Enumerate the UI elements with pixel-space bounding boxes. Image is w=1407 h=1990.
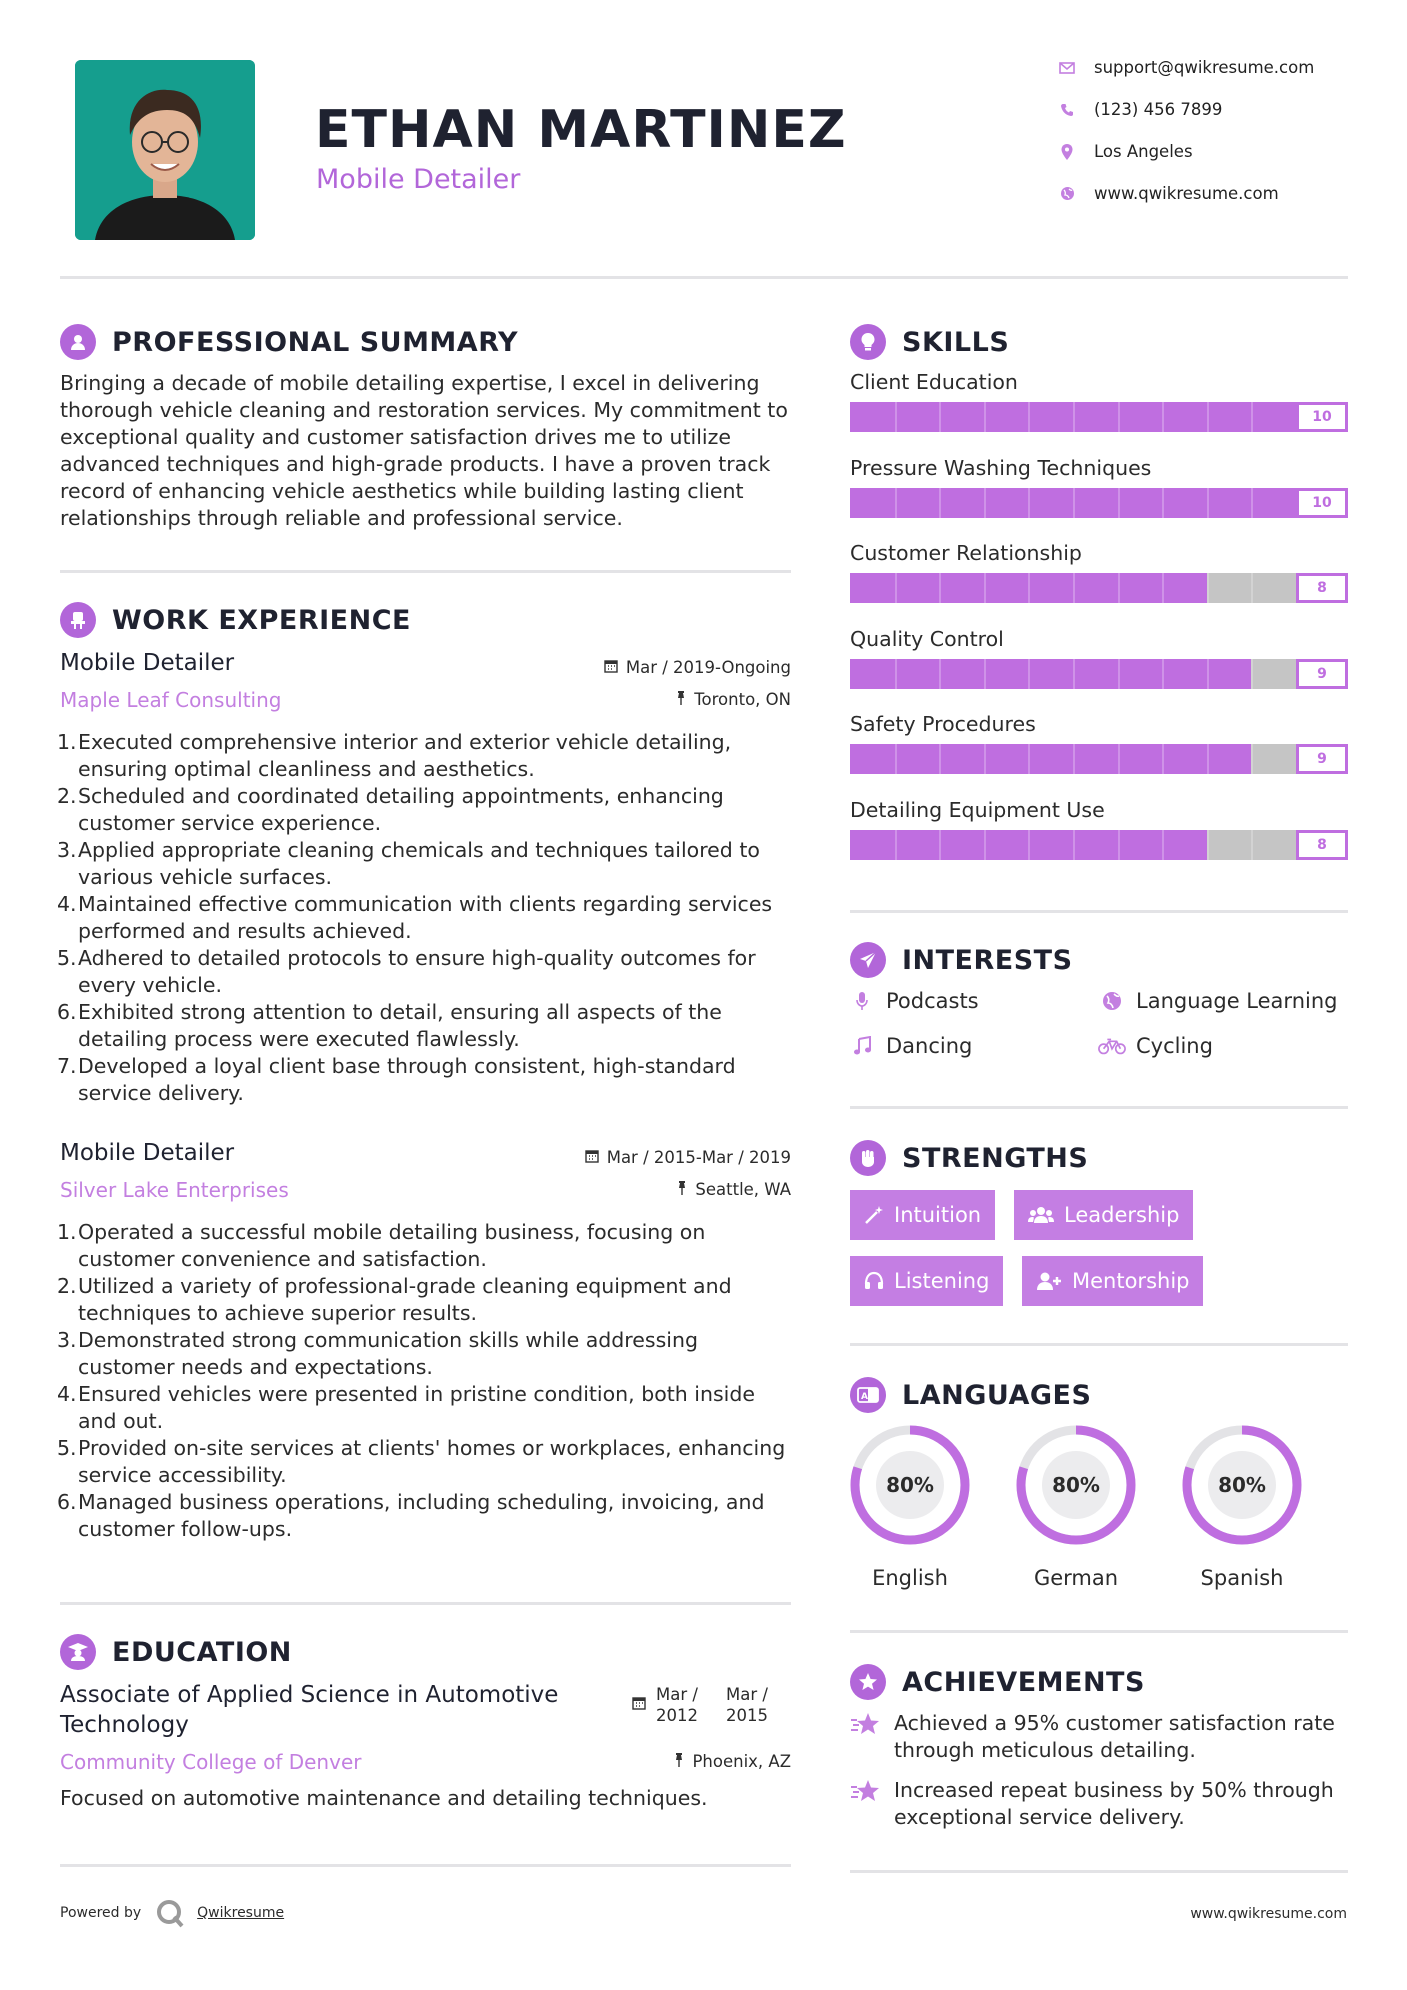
- calendar-icon: [585, 1148, 599, 1167]
- skill-bar-segment: [895, 830, 897, 860]
- duty-item: 1. Executed comprehensive interior and exterior vehicle detailing, ensuring optimal cleanliness and aesthetics.: [57, 730, 732, 781]
- duty-item: 6. Exhibited strong attention to detail, ensuring all aspects of the detailing process were executed flawlessly.: [57, 1000, 722, 1051]
- globe-icon: [1098, 991, 1126, 1011]
- achievement-text: Increased repeat business by 50% through exceptional service delivery.: [894, 1778, 1334, 1829]
- skill-bar-segment: [1028, 488, 1030, 518]
- contact-email-text: support@qwikresume.com: [1094, 58, 1315, 77]
- chair-icon: [60, 602, 96, 638]
- interest-label: Dancing: [886, 1034, 973, 1058]
- skill-bar-segment: [1118, 744, 1120, 774]
- skill-bar-segment: [984, 402, 986, 432]
- education-location-text: Phoenix, AZ: [692, 1752, 791, 1771]
- achievements-divider: [850, 1870, 1348, 1873]
- user-icon: [60, 324, 96, 360]
- strength-chip: [1022, 1256, 1203, 1306]
- skill-bar-segment: [1118, 488, 1120, 518]
- skill-bar-segment: [1118, 573, 1120, 603]
- skill-level-badge: 10: [1296, 402, 1348, 432]
- contact-website-text: www.qwikresume.com: [1094, 184, 1279, 203]
- job-duties: [57, 729, 800, 1107]
- skill-bar-segment: [939, 830, 941, 860]
- job-duties: [57, 1219, 800, 1543]
- skill-bar-segment: [984, 830, 986, 860]
- languages-list: [830, 1424, 1350, 1594]
- map-pin-icon: [1050, 144, 1084, 160]
- skills-heading: [850, 324, 1009, 360]
- language-name: English: [872, 1566, 948, 1590]
- skill-bar: [850, 659, 1348, 689]
- skill-level-badge: 8: [1296, 573, 1348, 603]
- skill-bar-segment: [1073, 744, 1075, 774]
- strength-label: Mentorship: [1072, 1269, 1190, 1293]
- skill-bar-segment: [1073, 488, 1075, 518]
- strengths-heading-text: STRENGTHS: [902, 1142, 1089, 1174]
- skill-level-badge: 8: [1296, 830, 1348, 860]
- strength-label: Listening: [894, 1269, 990, 1293]
- skill-bar-segment: [895, 573, 897, 603]
- interest-item: [848, 1034, 972, 1058]
- language-ring: [1162, 1424, 1322, 1548]
- duty-item: 3. Applied appropriate cleaning chemicals and techniques tailored to various vehicle surfaces.: [57, 838, 760, 889]
- skill-bar-segment: [1207, 573, 1209, 603]
- strength-chip: [850, 1256, 1003, 1306]
- skill-bar-segment: [1207, 830, 1209, 860]
- job-dates: [500, 658, 791, 677]
- skill-level-badge: 9: [1296, 744, 1348, 774]
- interests-heading-text: INTERESTS: [902, 944, 1073, 976]
- language-name: German: [1033, 1566, 1119, 1590]
- powered-by-text: Powered by: [60, 1905, 142, 1921]
- duty-item: 2. Utilized a variety of professional-grade cleaning equipment and techniques to achieve superior results.: [57, 1274, 732, 1325]
- skill-item: [850, 541, 1348, 603]
- skill-bar-segment: [939, 744, 941, 774]
- achievement-item: [850, 1710, 1348, 1764]
- education-dates: [632, 1684, 776, 1726]
- lightbulb-icon: [850, 324, 886, 360]
- job-dates: [500, 1148, 791, 1167]
- skill-bar: [850, 573, 1348, 603]
- candidate-name: ETHAN MARTINEZ: [315, 100, 847, 160]
- job-location-text: Toronto, ON: [694, 690, 791, 709]
- skill-bar-segment: [1251, 488, 1253, 518]
- interest-item: [1098, 1034, 1213, 1058]
- skill-bar-segment: [1118, 659, 1120, 689]
- music-note-icon: [848, 1036, 876, 1056]
- interests-heading: [850, 942, 1073, 978]
- skill-name: Detailing Equipment Use: [850, 797, 1105, 822]
- languages-heading-text: LANGUAGES: [902, 1379, 1092, 1411]
- achievements-heading: [850, 1664, 1145, 1700]
- duty-item: 3. Demonstrated strong communication skills while addressing customer needs and expectations.: [57, 1328, 698, 1379]
- star-icon: [850, 1710, 882, 1764]
- skill-bar-segment: [984, 744, 986, 774]
- duty-item: 4. Ensured vehicles were presented in pristine condition, both inside and out.: [57, 1382, 755, 1433]
- duty-item: 5. Provided on-site services at clients' homes or workplaces, enhancing service accessibility.: [57, 1436, 786, 1487]
- contact-website[interactable]: [1050, 184, 1279, 203]
- skill-name: Safety Procedures: [850, 712, 1036, 736]
- skill-bar-segment: [984, 659, 986, 689]
- interests-divider: [850, 1106, 1348, 1109]
- contact-location: [1050, 142, 1193, 161]
- school-name: Community College of Denver: [60, 1750, 362, 1774]
- footer-website[interactable]: www.qwikresume.com: [1190, 1906, 1347, 1922]
- skill-bar-segment: [895, 488, 897, 518]
- skill-bar-segment: [1162, 402, 1164, 432]
- skill-bar-segment: [1028, 659, 1030, 689]
- education-description: Focused on automotive maintenance and detailing techniques.: [60, 1786, 708, 1810]
- education-heading-text: EDUCATION: [112, 1636, 292, 1668]
- interest-label: Podcasts: [886, 989, 979, 1013]
- skill-name: Pressure Washing Techniques: [850, 455, 1152, 480]
- skill-bar-segment: [1251, 744, 1253, 774]
- language-percent-label: 80%: [1052, 1473, 1100, 1497]
- skill-bar-segment: [939, 573, 941, 603]
- skill-item: [850, 712, 1348, 774]
- fist-icon: [850, 1140, 886, 1176]
- job-title: Mobile Detailer: [60, 1140, 235, 1166]
- language-percent-label: 80%: [1218, 1473, 1266, 1497]
- skill-bar-segment: [1251, 402, 1253, 432]
- duty-item: 6. Managed business operations, including scheduling, invoicing, and customer follow-ups.: [57, 1490, 765, 1541]
- job-company: Silver Lake Enterprises: [60, 1178, 289, 1202]
- candidate-role: Mobile Detailer: [316, 164, 521, 195]
- skills-heading-text: SKILLS: [902, 326, 1010, 358]
- skill-item: [850, 627, 1348, 689]
- skill-bar-segment: [1162, 488, 1164, 518]
- language-percent-label: 80%: [886, 1473, 934, 1497]
- skill-bar-segment: [1073, 830, 1075, 860]
- education-end: Mar / 2015: [726, 1685, 768, 1725]
- education-heading: [60, 1634, 292, 1670]
- duty-item: 4. Maintained effective communication with clients regarding services performed and results achieved.: [57, 892, 773, 943]
- calendar-icon: [604, 658, 618, 677]
- graduate-icon: [60, 1634, 96, 1670]
- strength-label: Intuition: [894, 1203, 982, 1227]
- skill-bar-segment: [1073, 402, 1075, 432]
- job-location-text: Seattle, WA: [695, 1180, 791, 1199]
- duty-item: 2. Scheduled and coordinated detailing appointments, enhancing customer service experience.: [57, 784, 724, 835]
- strength-label: Leadership: [1064, 1203, 1180, 1227]
- contact-location-text: Los Angeles: [1094, 142, 1193, 161]
- work-heading-text: WORK EXPERIENCE: [112, 604, 411, 636]
- users-icon: [1028, 1205, 1054, 1225]
- skill-bar-segment: [1162, 830, 1164, 860]
- interest-item: [848, 989, 979, 1013]
- work-divider: [60, 1602, 791, 1605]
- skill-bar-segment: [939, 659, 941, 689]
- duty-item: 1. Operated a successful mobile detailing business, focusing on customer convenience and satisfaction.: [57, 1220, 706, 1271]
- summary-heading-text: PROFESSIONAL SUMMARY: [112, 326, 519, 358]
- profile-photo: [75, 60, 255, 240]
- skill-name: Customer Relationship: [850, 541, 1082, 565]
- star-icon: [850, 1777, 882, 1831]
- interest-label: Cycling: [1136, 1034, 1213, 1058]
- strength-chip: [1014, 1190, 1193, 1240]
- headphones-icon: [864, 1271, 884, 1291]
- skill-bar-segment: [1073, 573, 1075, 603]
- job-dates-text: Mar / 2019-Ongoing: [625, 658, 791, 677]
- skill-bar-segment: [1251, 830, 1253, 860]
- contact-phone[interactable]: [1050, 100, 1222, 119]
- achievement-text: Achieved a 95% customer satisfaction rate through meticulous detailing.: [894, 1711, 1335, 1762]
- education-divider: [60, 1864, 791, 1867]
- skill-bar-segment: [1207, 659, 1209, 689]
- pin-icon: [677, 1180, 687, 1199]
- paper-plane-icon: [850, 942, 886, 978]
- skill-bar-segment: [1118, 402, 1120, 432]
- job-title: Mobile Detailer: [60, 650, 235, 676]
- calendar-icon: [632, 1684, 646, 1726]
- skill-bar-segment: [1162, 659, 1164, 689]
- skill-bar-segment: [895, 659, 897, 689]
- achievements-heading-text: ACHIEVEMENTS: [902, 1666, 1145, 1698]
- skill-bar-segment: [1251, 573, 1253, 603]
- contact-phone-text: (123) 456 7899: [1094, 100, 1223, 119]
- contact-email[interactable]: [1050, 58, 1314, 77]
- skill-bar-segment: [1207, 744, 1209, 774]
- skill-bar-segment: [1028, 830, 1030, 860]
- header-divider: [60, 276, 1348, 279]
- languages-heading: [850, 1377, 1091, 1413]
- globe-icon: [1050, 186, 1084, 201]
- skill-bar-segment: [1028, 402, 1030, 432]
- duty-item: 7. Developed a loyal client base through consistent, high-standard service delivery.: [57, 1054, 736, 1105]
- qwikresume-logo-icon: [155, 1898, 185, 1928]
- bicycle-icon: [1098, 1037, 1126, 1055]
- summary-heading: [60, 324, 518, 360]
- footer-powered-by: [60, 1898, 284, 1928]
- language-item: [996, 1424, 1156, 1590]
- skill-level-badge: 10: [1296, 488, 1348, 518]
- summary-text: Bringing a decade of mobile detailing expertise, I excel in delivering thorough vehicle cleaning and restoration services. My commitment to exceptional quality and customer satisfaction drives me to utilize advanced techniques and high-grade products. I have a proven track record of enhancing vehicle aesthetics while building lasting client relationships through reliable and professional service.: [60, 371, 788, 530]
- strengths-heading: [850, 1140, 1088, 1176]
- skill-bar: [850, 830, 1348, 860]
- svg-text:A: A: [861, 1392, 869, 1402]
- education-location: [500, 1752, 791, 1771]
- skill-bar-segment: [1251, 659, 1253, 689]
- job-company: Maple Leaf Consulting: [60, 688, 282, 712]
- skill-level-badge: 9: [1296, 659, 1348, 689]
- skill-bar-segment: [1207, 488, 1209, 518]
- education-start: Mar / 2012: [656, 1685, 698, 1725]
- star-badge-icon: [850, 1664, 886, 1700]
- skill-bar-segment: [939, 402, 941, 432]
- skill-item: [850, 798, 1348, 860]
- skill-bar-segment: [895, 744, 897, 774]
- job-location: [500, 690, 791, 709]
- magic-wand-icon: [864, 1205, 884, 1225]
- languages-divider: [850, 1630, 1348, 1633]
- skill-bar: [850, 488, 1348, 518]
- degree-line-1: Associate of Applied Science in Automotive: [60, 1682, 559, 1708]
- skill-bar-segment: [984, 488, 986, 518]
- interest-item: [1098, 989, 1337, 1013]
- skill-name: Client Education: [850, 370, 1018, 394]
- skill-bar-fill: [850, 659, 1251, 689]
- strength-chip: [850, 1190, 995, 1240]
- skill-bar: [850, 744, 1348, 774]
- phone-icon: [1050, 103, 1084, 117]
- language-name: Spanish: [1200, 1566, 1284, 1590]
- job-location: [500, 1180, 791, 1199]
- skill-bar-segment: [1118, 830, 1120, 860]
- skill-bar-segment: [1028, 573, 1030, 603]
- microphone-icon: [848, 991, 876, 1011]
- skill-bar-segment: [895, 402, 897, 432]
- language-item: [1162, 1424, 1322, 1590]
- job-dates-text: Mar / 2015-Mar / 2019: [606, 1148, 791, 1167]
- work-heading: [60, 602, 411, 638]
- skill-bar-segment: [939, 488, 941, 518]
- skill-item: [850, 456, 1348, 518]
- user-plus-icon: [1036, 1271, 1062, 1291]
- skill-bar-segment: [1162, 573, 1164, 603]
- skill-name: Quality Control: [850, 626, 1004, 651]
- skill-bar-segment: [1207, 402, 1209, 432]
- skill-bar: [850, 402, 1348, 432]
- language-ring: [996, 1424, 1156, 1548]
- duty-item: 5. Adhered to detailed protocols to ensure high-quality outcomes for every vehicle.: [57, 946, 756, 997]
- skill-bar-segment: [1162, 744, 1164, 774]
- skills-divider: [850, 910, 1348, 913]
- interest-label: Language Learning: [1136, 989, 1338, 1013]
- pin-icon: [674, 1752, 684, 1771]
- envelope-icon: [1050, 62, 1084, 74]
- strengths-divider: [850, 1343, 1348, 1346]
- skill-bar-fill: [850, 744, 1251, 774]
- summary-divider: [60, 570, 791, 573]
- skill-bar-segment: [984, 573, 986, 603]
- achievement-item: [850, 1777, 1348, 1831]
- language-ring: [830, 1424, 990, 1548]
- language-item: [830, 1424, 990, 1590]
- skill-item: [850, 370, 1348, 432]
- degree-title: [60, 1680, 620, 1740]
- skill-bar-segment: [1073, 659, 1075, 689]
- footer-brand-link[interactable]: Qwikresume: [197, 1905, 285, 1921]
- degree-line-2: Technology: [60, 1712, 189, 1738]
- language-icon: [850, 1377, 886, 1413]
- pin-icon: [676, 690, 686, 709]
- skill-bar-segment: [1028, 744, 1030, 774]
